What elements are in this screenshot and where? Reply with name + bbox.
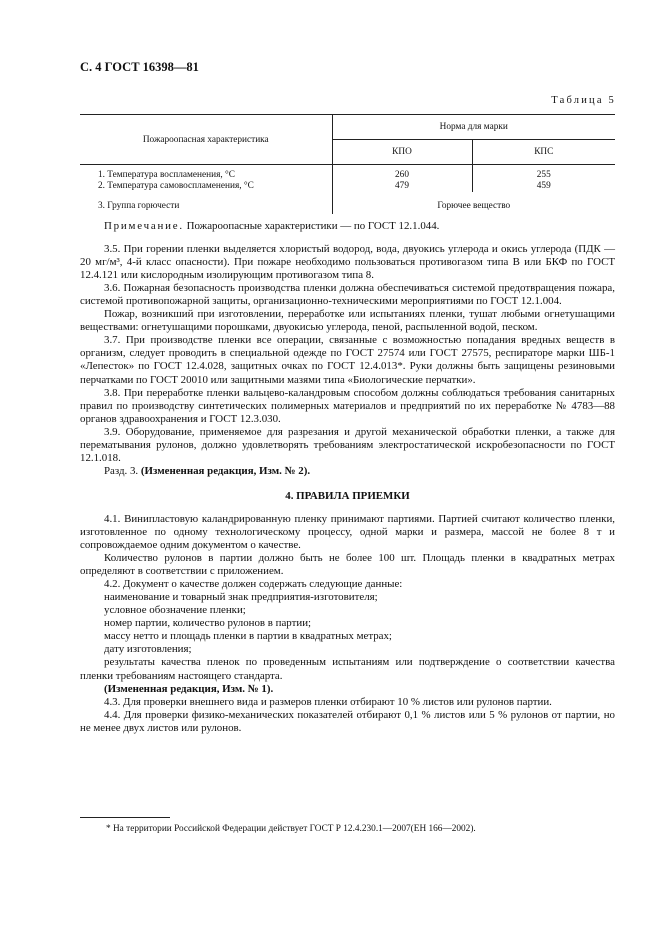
table-header-norm: Норма для марки [332,115,615,140]
note-label: Примечание. [104,220,184,232]
table-row-label: 2. Температура самовоспламенения, °С [98,181,254,191]
table-note [80,220,615,233]
paragraph-3-8: 3.8. При переработке пленки вальцево-каландровым способом должны соблюдаться требования санитарных правил по производству синтетических полимерных материалов и предприятий по их переработке № 4783—88 органов здравоохранения и ГОСТ 12.3.030. [80,386,615,425]
paragraph-3-7: 3.7. При производстве пленки все операции, связанные с возможностью попадания вредных веществ в организм, следует проводить в специальной одежде по ГОСТ 27574 или ГОСТ 27575, респираторе марки ШБ-1 «Лепесток» по ГОСТ 12.4.028, защитных очках по ГОСТ 12.4.013*. Руки должны быть защищены резиновыми перчатками по ГОСТ 20010 или защитными мазями типа «Биологические перчатки». [80,334,615,386]
paragraph-4-1: 4.1. Винипластовую каландрированную пленку принимают партиями. Партией считают количество пленки, изготовленное по одному технологическому процессу, одной марки и размера, массой не более 8 т и сопровождаемое одним документом о качестве. [80,512,615,552]
table-cell-kps: 255 [472,165,615,181]
table-row-label: 1. Температура воспламенения, °С [98,170,235,180]
list-item: дату изготовления; [104,643,192,656]
paragraph-3-5: 3.5. При горении пленки выделяется хлористый водород, вода, двуокись углерода и окись углерода (ПДК — 20 мг/м³, 4-й класс опасности). При пожаре необходимо пользоваться противогазом типа В или БКФ по ГОСТ 12.4.121 или кислородным изолирующим противогазом типа 8. [80,243,615,282]
table-header-kpo: КПО [332,140,472,165]
table-cell-kps: 459 [472,180,615,192]
table-col-header-characteristic: Пожароопасная характеристика [80,115,332,165]
footnote: * На территории Российской Федерации действует ГОСТ Р 12.4.230.1—2007(ЕН 166—2002). [106,824,476,834]
table-header-kps: КПС [472,140,615,165]
paragraph-3-6-fire: Пожар, возникший при изготовлении, переработке или испытаниях пленки, тушат любыми огнетушащими веществами: огнетушащими порошками, двуокисью углерода, пеной, распыленной водой, песком. [80,308,615,334]
paragraph-4-3: 4.3. Для проверки внешнего вида и размеров пленки отбирают 10 % листов или рулонов партии. [104,695,552,708]
list-item: номер партии, количество рулонов в партии; [104,617,312,630]
table-cell-kpo: 260 [332,165,472,181]
section-3-amendment [80,465,615,478]
table-row-label: 3. Группа горючести [98,201,180,211]
amendment-note: (Измененная редакция, Изм. № 2). [140,464,311,477]
section-4-title: 4. ПРАВИЛА ПРИЕМКИ [285,489,410,502]
paragraph-3-9: 3.9. Оборудование, применяемое для разрезания и другой механической обработки пленки, а также для перематывания рулонов, должно удовлетворять требованиям электростатической искробезопасности по ГОСТ 12.1.018. [80,425,615,464]
document-body [80,220,615,735]
table-caption: Таблица 5 [551,95,616,106]
amendment-prefix: Разд. 3. [104,464,141,477]
list-item-results: результаты качества пленок по проведенным испытаниям или подтверждение о соответствии качества пленки требованиям настоящего стандарта. [80,656,615,682]
list-item: условное обозначение пленки; [104,604,246,617]
paragraph-3-6: 3.6. Пожарная безопасность производства пленки должна обеспечиваться системой предотвращения пожара, системой противопожарной защиты, организационно-техническими мероприятиями по ГОСТ 12.1.004. [80,282,615,308]
paragraph-4-4: 4.4. Для проверки физико-механических показателей отбирают 0,1 % листов или 5 % рулонов от партии, но не менее двух листов или рулонов. [80,708,615,734]
table-cell-group: Горючее вещество [332,192,615,214]
section-4-amendment: (Измененная редакция, Изм. № 1). [104,682,274,695]
page-header: С. 4 ГОСТ 16398—81 [80,60,199,74]
footnote-divider [80,817,170,818]
list-item: наименование и товарный знак предприятия-изготовителя; [104,591,378,604]
note-text: Пожароопасные характеристики — по ГОСТ 12.1.044. [183,220,440,232]
table-cell-kpo: 479 [332,180,472,192]
fire-hazard-table [80,114,615,214]
list-item: массу нетто и площадь пленки в партии в квадратных метрах; [104,630,392,643]
paragraph-4-2: 4.2. Документ о качестве должен содержать следующие данные: [104,578,403,591]
paragraph-4-1-rolls: Количество рулонов в партии должно быть не более 100 шт. Площадь пленки в квадратных метрах определяют в соответствии с приложением. [80,552,615,578]
